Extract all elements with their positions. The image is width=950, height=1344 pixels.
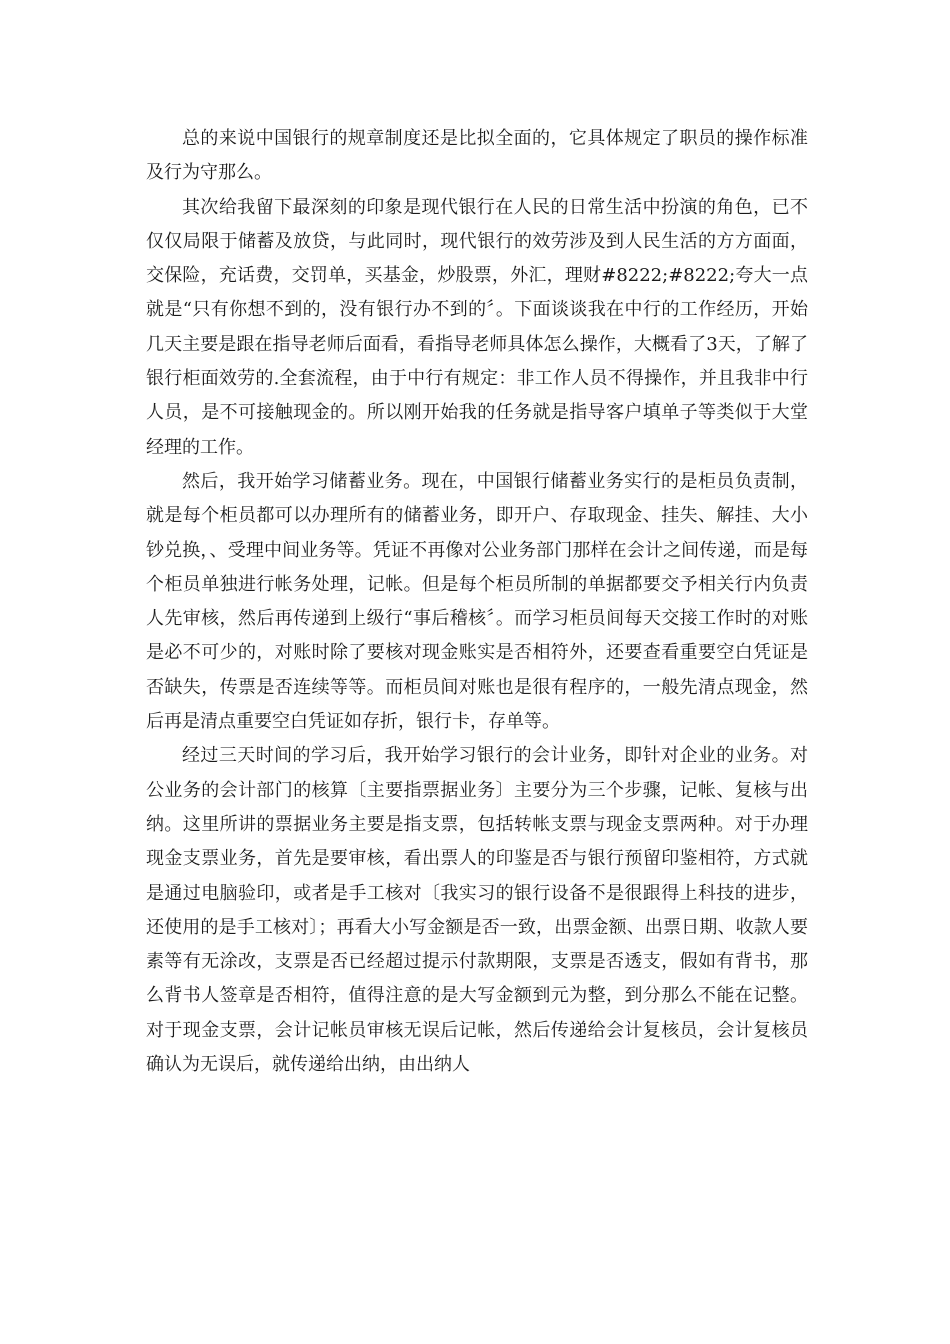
paragraph-1: 总的来说中国银行的规章制度还是比拟全面的，它具体规定了职员的操作标准及行为守那么。 — [146, 128, 808, 184]
paragraph-4: 经过三天时间的学习后，我开始学习银行的会计业务，即针对企业的业务。对公业务的会计部门的核算〔主要指票据业务〕主要分为三个步骤，记帐、复核与出纳。这里所讲的票据业务主要是指支票，包括转帐支票与现金支票两种。对于办理现金支票业务，首先是要审核，看出票人的印鉴是否与银行预留印鉴相符，方式就是通过电脑验印，或者是手工核对〔我实习的银行设备不是很跟得上科技的进步，还使用的是手工核对〕；再看大小写金额是否一致，出票金额、出票日期、收款人要素等有无涂改，支票是否已经超过提示付款期限，支票是否透支，假如有背书，那么背书人签章是否相符，值得注意的是大写金额到元为整，到分那么不能在记整。对于现金支票，会计记帐员审核无误后记帐，然后传递给会计复核员，会计复核员确认为无误后，就传递给出纳，由出纳人 — [146, 745, 808, 1076]
document-body — [146, 122, 808, 1082]
paragraph-3: 然后，我开始学习储蓄业务。现在，中国银行储蓄业务实行的是柜员负责制，就是每个柜员都可以办理所有的储蓄业务，即开户、存取现金、挂失、解挂、大小钞兑换，、受理中间业务等。凭证不再像对公业务部门那样在会计之间传递，而是每个柜员单独进行帐务处理，记帐。但是每个柜员所制的单据都要交予相关行内负责人先审核，然后再传递到上级行“事后稽核〞。而学习柜员间每天交接工作时的对账是必不可少的，对账时除了要核对现金账实是否相符外，还要查看重要空白凭证是否缺失，传票是否连续等等。而柜员间对账也是很有程序的，一般先清点现金，然后再是清点重要空白凭证如存折，银行卡，存单等。 — [146, 470, 808, 733]
paragraph-2: 其次给我留下最深刻的印象是现代银行在人民的日常生活中扮演的角色，已不仅仅局限于储蓄及放贷，与此同时，现代银行的效劳涉及到人民生活的方方面面，交保险，充话费，交罚单，买基金，炒股票，外汇，理财#8222;#8222;夸大一点就是“只有你想不到的，没有银行办不到的〞。下面谈谈我在中行的工作经历，开始几天主要是跟在指导老师后面看，看指导老师具体怎么操作，大概看了3天，了解了银行柜面效劳的.全套流程，由于中行有规定：非工作人员不得操作，并且我非中行人员，是不可接触现金的。所以刚开始我的任务就是指导客户填单子等类似于大堂经理的工作。 — [146, 196, 808, 458]
